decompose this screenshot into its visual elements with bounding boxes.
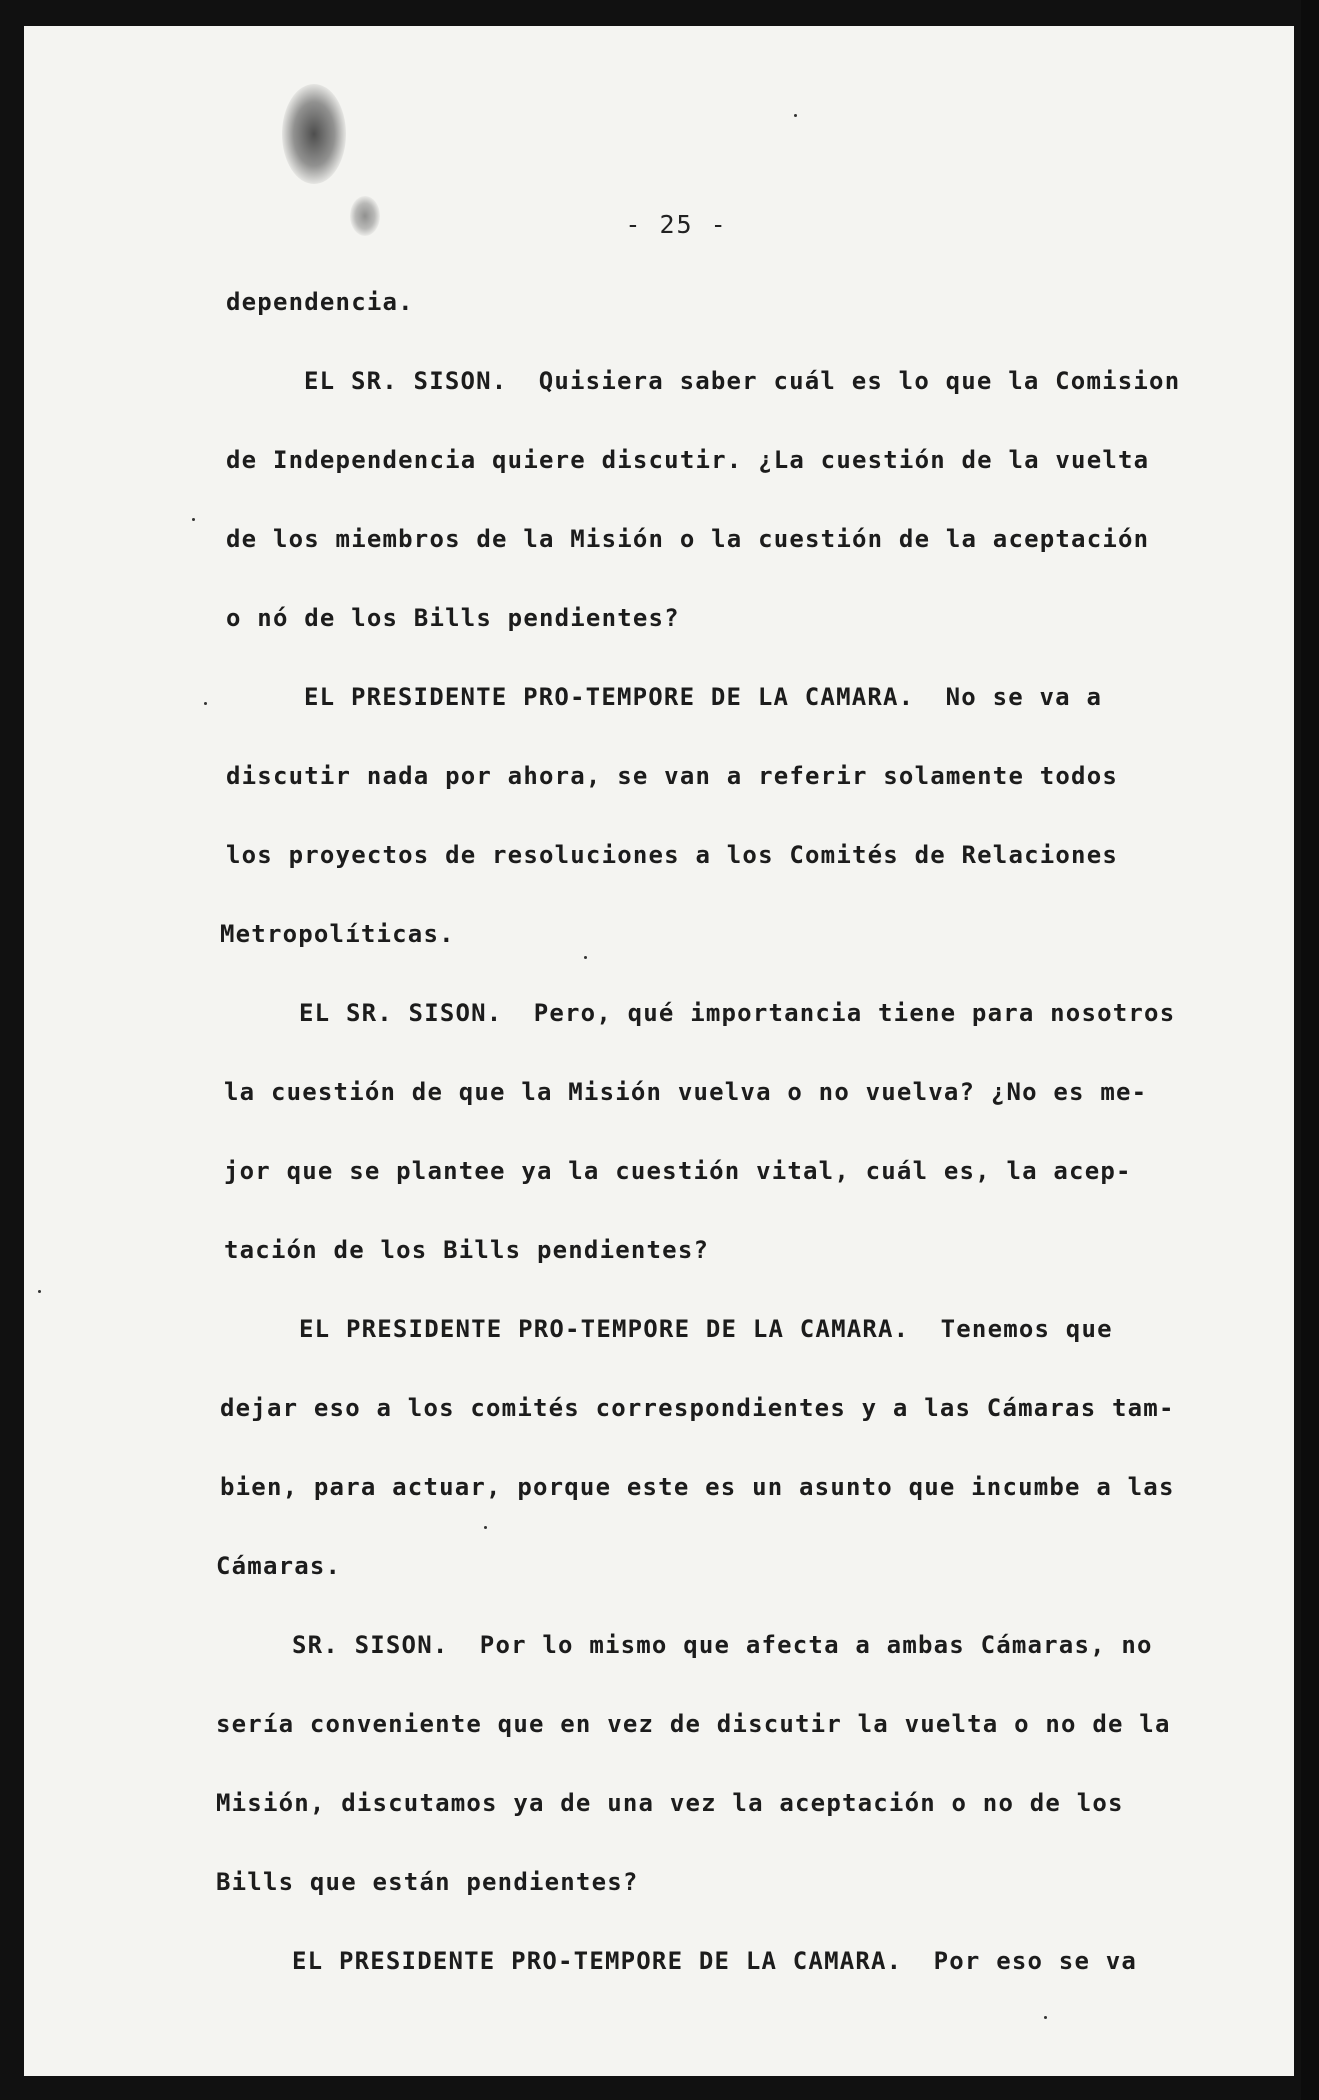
text-line: SR. SISON. Por lo mismo que afecta a ambas Cámaras, no [292,1631,1153,1659]
text-line: dejar eso a los comités correspondientes y a las Cámaras tam- [220,1394,1175,1422]
text-line: tación de los Bills pendientes? [224,1236,710,1264]
ink-speck [38,1290,41,1293]
text-line: Metropolíticas. [220,920,455,948]
text-line: o nó de los Bills pendientes? [226,604,680,632]
text-line: Bills que están pendientes? [216,1868,639,1896]
text-line: sería conveniente que en vez de discutir la vuelta o no de la [216,1710,1171,1738]
text-line: de Independencia quiere discutir. ¿La cuestión de la vuelta [226,446,1150,474]
text-line: bien, para actuar, porque este es un asunto que incumbe a las [220,1473,1175,1501]
text-line: la cuestión de que la Misión vuelva o no vuelva? ¿No es me- [224,1078,1148,1106]
text-line: EL PRESIDENTE PRO-TEMPORE DE LA CAMARA. Por eso se va [292,1947,1138,1975]
text-line: EL PRESIDENTE PRO-TEMPORE DE LA CAMARA. Tenemos que [299,1315,1113,1343]
ink-speck [794,114,797,117]
text-line: EL SR. SISON. Pero, qué importancia tiene para nosotros [299,999,1176,1027]
text-line: jor que se plantee ya la cuestión vital, cuál es, la acep- [224,1157,1132,1185]
ink-blot [282,84,346,184]
text-line: discutir nada por ahora, se van a referir solamente todos [226,762,1119,790]
ink-speck [1044,2016,1047,2019]
ink-speck [484,1526,487,1529]
document-page [24,26,1294,2076]
text-line: dependencia. [226,288,414,316]
text-line: EL SR. SISON. Quisiera saber cuál es lo que la Comision [304,367,1181,395]
text-line: de los miembros de la Misión o la cuestión de la aceptación [226,525,1150,553]
ink-speck [584,956,587,959]
page-number: - 25 - [625,210,728,239]
ink-speck [192,518,195,521]
text-line: Misión, discutamos ya de una vez la aceptación o no de los [216,1789,1124,1817]
ink-speck [204,702,207,705]
text-line: EL PRESIDENTE PRO-TEMPORE DE LA CAMARA. No se va a [304,683,1103,711]
scan-border [1301,0,1319,2100]
text-line: los proyectos de resoluciones a los Comités de Relaciones [226,841,1119,869]
text-line: Cámaras. [216,1552,342,1580]
